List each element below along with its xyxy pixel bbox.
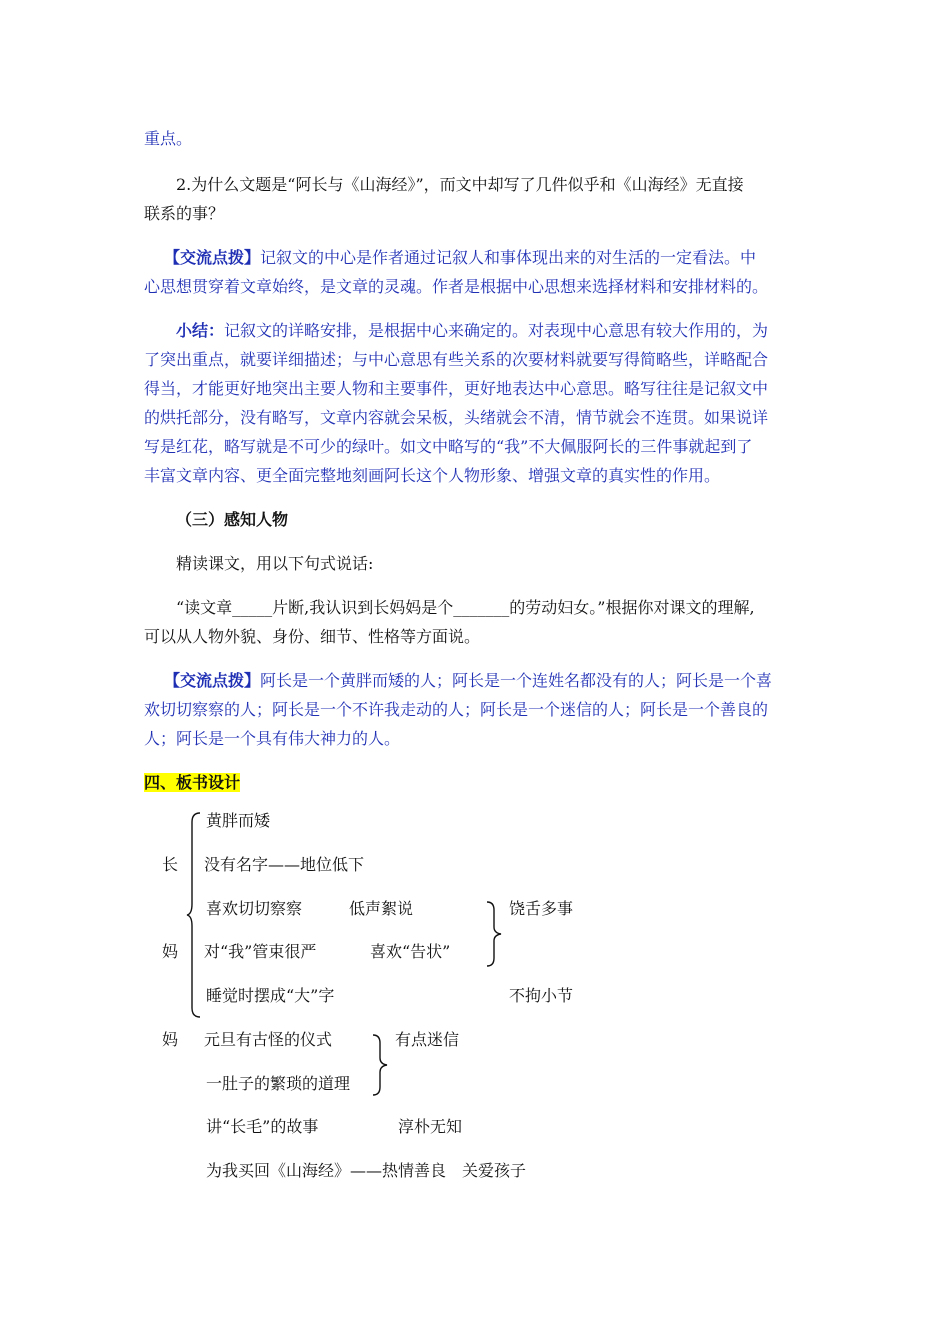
tip-2-line-2: 欢切切察察的人；阿长是一个不许我走动的人；阿长是一个迷信的人；阿长是一个善良的 [144,700,769,719]
board-row-5a: 睡觉时摆成“大”字 [206,986,335,1005]
board-row-6a: 元旦有古怪的仪式 [204,1030,333,1049]
board-row-3a: 喜欢切切察察 [206,899,303,918]
question-2-line-2: 联系的事？ [144,204,225,223]
board-row-3c: 饶舌多事 [509,899,574,918]
tip-2-label: 【交流点拨】 [164,671,261,690]
section-4-heading-text: 四、板书设计 [144,773,241,792]
board-vertical-1: 长 [162,855,179,874]
tip-1-line-1 [164,243,756,272]
board-brace-main [186,812,202,1018]
board-vertical-3: 妈 [162,1030,179,1049]
tip-1-line-2: 心思想贯穿着文章始终，是文章的灵魂。作者是根据中心思想来选择材料和安排材料的。 [144,277,769,296]
tip-2-line-1 [164,666,772,695]
board-row-5b: 不拘小节 [509,986,574,1005]
sentence-line-1: “读文章_____片断,我认识到长妈妈是个_______的劳动妇女。”根据你对课文的理解, [176,598,755,617]
board-row-9: 为我买回《山海经》——热情善良 关爱孩子 [206,1161,527,1180]
summary-line-1 [176,316,768,345]
board-brace-right-1 [486,901,504,967]
tip-2-text: 阿长是一个黄胖而矮的人；阿长是一个连姓名都没有的人；阿长是一个喜 [260,671,773,690]
tip-1-text: 记叙文的中心是作者通过记叙人和事体现出来的对生活的一定看法。中 [260,248,757,267]
board-row-1: 黄胖而矮 [206,811,271,830]
tip-2-line-3: 人；阿长是一个具有伟大神力的人。 [144,729,401,748]
summary-line-6: 丰富文章内容、更全面完整地刻画阿长这个人物形象、增强文章的真实性的作用。 [144,466,721,485]
tip-1-label: 【交流点拨】 [164,248,261,267]
board-row-4a: 对“我”管束很严 [204,942,317,961]
board-brace-right-2 [372,1034,390,1096]
continuation-text: 重点。 [144,129,193,148]
board-row-8b: 淳朴无知 [398,1117,463,1136]
board-row-8a: 讲“长毛”的故事 [206,1117,319,1136]
question-2-line-1: 2.为什么文题是“阿长与《山海经》”，而文中却写了几件似乎和《山海经》无直接 [176,175,744,194]
board-row-2: 没有名字——地位低下 [204,855,365,874]
summary-line-2: 了突出重点，就要详细描述；与中心意思有些关系的次要材料就要写得简略些，详略配合 [144,350,769,369]
board-vertical-2: 妈 [162,942,179,961]
summary-text: 记叙文的详略安排，是根据中心来确定的。对表现中心意思有较大作用的，为 [224,321,769,340]
summary-line-5: 写是红花，略写就是不可少的绿叶。如文中略写的“我”不大佩服阿长的三件事就起到了 [144,437,753,456]
summary-label: 小结： [176,321,225,340]
section-3-heading: （三）感知人物 [176,510,289,529]
board-row-6b: 有点迷信 [395,1030,460,1049]
board-row-3b: 低声絮说 [349,899,414,918]
section-4-heading [144,768,240,797]
reading-intro: 精读课文，用以下句式说话: [176,554,374,573]
summary-line-4: 的烘托部分，没有略写，文章内容就会呆板，头绪就会不清，情节就会不连贯。如果说详 [144,408,769,427]
board-row-7: 一肚子的繁琐的道理 [206,1074,351,1093]
summary-line-3: 得当，才能更好地突出主要人物和主要事件，更好地表达中心意思。略写往往是记叙文中 [144,379,769,398]
sentence-line-2: 可以从人物外貌、身份、细节、性格等方面说。 [144,627,481,646]
board-row-4b: 喜欢“告状” [370,942,451,961]
